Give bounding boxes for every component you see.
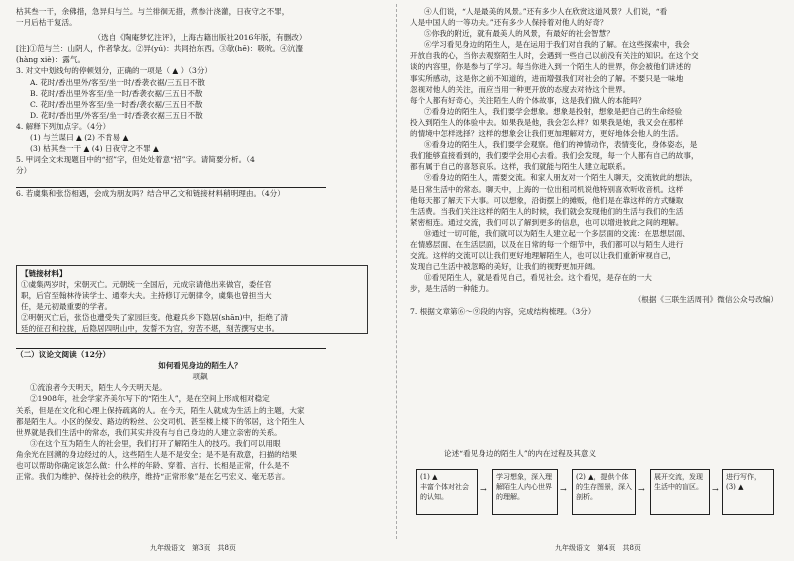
structure-flowchart <box>416 449 776 531</box>
option-a: A. 花时/香出里外/客至/坐一时/香袭衣裾/三五日不散 <box>30 77 205 87</box>
box-line: 任，是元初最重要的学者。 <box>21 302 113 312</box>
left-column <box>16 6 384 199</box>
essay-line: 关系，但是在文化和心理上保持疏离的人。在今天，陌生人就成为生活上的主题，大家 <box>16 405 305 415</box>
arrow-right-icon: → <box>480 485 487 494</box>
box-line: 职，后官至翰林待读学士、通奉大夫。主持修订元朝律令，虞集也曾担当大 <box>21 291 272 301</box>
essay-line: ④人们说，“人是最美的风景。”还有多少人在欣赏这道风景？人们说，“看 <box>424 7 668 16</box>
annotation-line: (hàng xiè)：露气。 <box>16 55 86 65</box>
essay-line: 紧密相连。通过交流，我们可以了解到更多的信息，也可以增进彼此之间的理解。 <box>410 217 684 227</box>
answer-blank[interactable] <box>16 339 326 349</box>
question-3: 3. 对文中划线句的停顿划分，正确的一项是（ ▲ ）（3分） <box>16 66 213 76</box>
essay-line: 正常。我们为维护、保持社会的秩序，维持“正常形象”是在乞丐宏义、毫无恶言。 <box>16 472 290 482</box>
page-footer-left: 九年级语文 第3页 共8页 <box>150 544 236 552</box>
essay-line: 人是中国人的一等功夫。”还有多少人保持着对他人的好奇？ <box>410 18 608 28</box>
essay-line: ⑩通过一切可能，我们就可以为陌生人建立起一个多层面的交流：在思想层面、 <box>424 228 690 238</box>
box-line: ①虞集两岁时，宋朝灭亡。元朝统一全国后，元成宗请他出来做官，委任官 <box>21 280 272 290</box>
option-b: B. 花时/香出里外客至/坐一时/香袭衣裾/三五日不散 <box>30 88 203 98</box>
flow-box-3[interactable]: (2) ▲，提供个体的生存图景，深入剖析。 <box>572 469 636 515</box>
flow-box-1-label: (1) ▲ <box>420 473 438 481</box>
essay-line: 也可以帮助你确定该怎么做：什么样的年龄、穿着、言行、长相是正常，什么是不 <box>16 461 290 471</box>
essay-line: 我们能够直接看到的，我们要学会用心去看。我们会发现，每一个人都有自己的故事， <box>410 151 699 161</box>
essay-line: 开放自我的心，当你去观察陌生人时，会遇到一些自己以前没有关注的知识。在这个交 <box>410 51 699 61</box>
flow-box-1-text: 丰富个体对社会的认知。 <box>420 483 469 501</box>
essay-line: 步，是生活的一种能力。 <box>410 284 494 294</box>
essay-line: 事实所感动，这是你之前不知道的，进而增强我们对社会的了解。不要只是一味地 <box>410 73 684 83</box>
link-material-box <box>16 265 368 334</box>
flow-box-4[interactable]: 展开交流，发现生活中的盲区。 <box>650 469 710 515</box>
essay-line: 忽视对他人的关注，而应当用一种更开放的态度去对待这个世界。 <box>410 84 631 94</box>
question-7: 7. 根据文章第⑥～⑨段的内容，完成结构梳理。（3分） <box>410 306 596 316</box>
essay-line: 都是陌生人。小区的保安、路边的粉丝、公交司机、甚至楼上楼下的邻居，这个陌生人 <box>16 416 305 426</box>
essay-line: ⑦看身边的陌生人，我们要学会想象。想象是投射，想象是把自己的生命经验 <box>424 106 683 116</box>
question-4-items-2: (3) 枯其叁一干 ▲ (4) 日夜守之不罪 ▲ <box>30 144 159 154</box>
flow-box-1[interactable] <box>416 469 478 515</box>
right-column <box>410 6 778 317</box>
question-4: 4. 解释下列加点字。（4分） <box>16 121 111 131</box>
essay-line: 谈的内容里，你是参与了学习。每当你进入到一个陌生人的世界，你会被他们讲述的 <box>410 62 691 72</box>
essay-line: 他每天都了解天下大事。可以想象，沿街摆上的摊贩，他们是在靠这样的方式赚取 <box>410 195 684 205</box>
essay-line: ③在这个互为陌生人的社会里，我们打开了解陌生人的技巧。我们可以用眼 <box>30 438 281 448</box>
essay-line: 的情境中怎样选择？这样的想象会让我们更加理解对方，更好地体会他人的生活。 <box>410 129 684 139</box>
essay-line: 都有属于自己的喜怒哀乐。这样，我们就能与陌生人建立起联系。 <box>410 162 631 172</box>
option-d: D. 花时/香出里/外客至/坐一时/香袭衣裾三五日不散 <box>30 110 203 120</box>
source-note: （根据《三联生活周刊》微信公众号改编） <box>633 295 778 305</box>
option-c: C. 花时/香出里外客至/坐一时香/袭衣裾/三五日不散 <box>30 99 203 109</box>
essay-title: 如何看见身边的陌生人？ <box>158 361 242 371</box>
essay-line: ①流浪者今天明天，陌生人今天明天是。 <box>30 383 167 393</box>
essay-line: ⑤你我的附近，就有最美人的风景，有最好的社会智慧？ <box>424 29 614 39</box>
annotation-line: [注]①范与兰：山阴人，作者挚友。②异(yú)：共同抬东西。③欹(hē)：吸吮。④沆瀣 <box>16 44 303 54</box>
essay-line: ⑨看身边的陌生人，需要交流。和家人朋友对一个陌生人聊天，交流彼此的想法， <box>424 173 698 183</box>
essay-line: 发现自己生活中被忽略的美好，让我们的视野更加开阔。 <box>410 262 600 272</box>
essay-line: 是日常生活中的常态。聊天中，上海的一位出租司机说他特别喜欢听收音机。这样 <box>410 184 684 194</box>
essay-line: 每个人都有好奇心，关注陌生人的个体故事，这是我们做人的本能吗？ <box>410 95 646 105</box>
text-line: 枯其叁一干，余佛措，急异归与兰。与兰徘徊无措，煮参汁浇灌，日夜守之不罪， <box>16 7 290 16</box>
arrow-right-icon: → <box>638 485 645 494</box>
question-4-items-1: (1) 与兰谋曰 ▲ (2) 不肯易 ▲ <box>30 133 129 143</box>
essay-line: 生活费。当我们关注这样的陌生人的时候，我们就会发现他们的生活与我们的生活 <box>410 206 684 216</box>
page-footer-right: 九年级语文 第4页 共8页 <box>555 544 641 552</box>
essay-line: ②1908年，社会学家齐美尔写下的“陌生人”，是在空间上形成相对稳定 <box>30 394 270 404</box>
question-5: 5. 甲词全文未现题目中的“招”字，但处处着意“招”字。请简要分析。（4 <box>16 155 255 165</box>
essay-line: ⑪看见陌生人，就是看见自己，看见社会。这个看见，是存在的一大 <box>424 273 652 283</box>
essay-author: 项飙 <box>192 372 208 382</box>
section-heading: （二）议论文阅读（12分） <box>16 350 111 360</box>
question-6: 6. 若虞集和张岱相遇，会成为朋友吗？结合甲乙文和链接材料稍明理由。（4分） <box>16 188 285 198</box>
source-note: （选自《陶庵梦忆注评》，上海古籍出版社2016年版，有删改） <box>93 33 307 43</box>
left-column-lower <box>16 338 384 482</box>
essay-line: 在情感层面、在生活层面，以及在日常的每一个细节中，我们都可以与陌生人进行 <box>410 239 684 249</box>
flowchart-title: 论述“看见身边的陌生人”的内在过程及其意义 <box>444 449 597 458</box>
question-5-cont: 分） <box>16 166 32 176</box>
arrow-right-icon: → <box>712 485 719 494</box>
essay-line: 世界就是我们生活中的常态，我们其实并没有与自己身边的人建立亲密的关系。 <box>16 427 282 437</box>
arrow-right-icon: → <box>560 485 567 494</box>
flow-box-5[interactable]: 进行写作，(3) ▲ <box>722 469 774 515</box>
box-line: ②明朝灭亡后，张岱也遭受失了家园巨变。他避兵乡下隐居(shān)中，拒绝了清 <box>21 313 289 323</box>
text-line: 一月后枯干复活。 <box>16 18 77 28</box>
essay-line: ⑧看身边的陌生人，我们要学会观察。他们的神情动作，表情变化，身体姿态，是 <box>424 140 698 150</box>
flow-box-2[interactable]: 学习想象，深入理解陌生人内心世界的理解。 <box>492 469 558 515</box>
essay-line: ⑥学习看见身边的陌生人，是在运用于我们对自我的了解。在这些探索中，我会 <box>424 40 690 50</box>
essay-line: 投入到陌生人的体验中去。如果我是他，我会怎么样？如果我是她，我又会在那样 <box>410 117 684 127</box>
column-divider <box>396 4 397 539</box>
box-line: 廷的征召和拉拢，后隐居四明山中，发誓不为官，穷苦不堪，刻苦撰写史书。 <box>21 324 280 334</box>
essay-line: 交流。这样的交流可以让我们更好地理解陌生人，也可以让我们重新审视自己， <box>410 251 676 261</box>
answer-blank[interactable] <box>16 178 326 188</box>
essay-line: 角余光在回溯的身边经过的人，这些陌生人是不是安全；是不是有敌意，扫描的结果 <box>16 449 297 459</box>
box-heading: 【链接材料】 <box>21 269 67 278</box>
